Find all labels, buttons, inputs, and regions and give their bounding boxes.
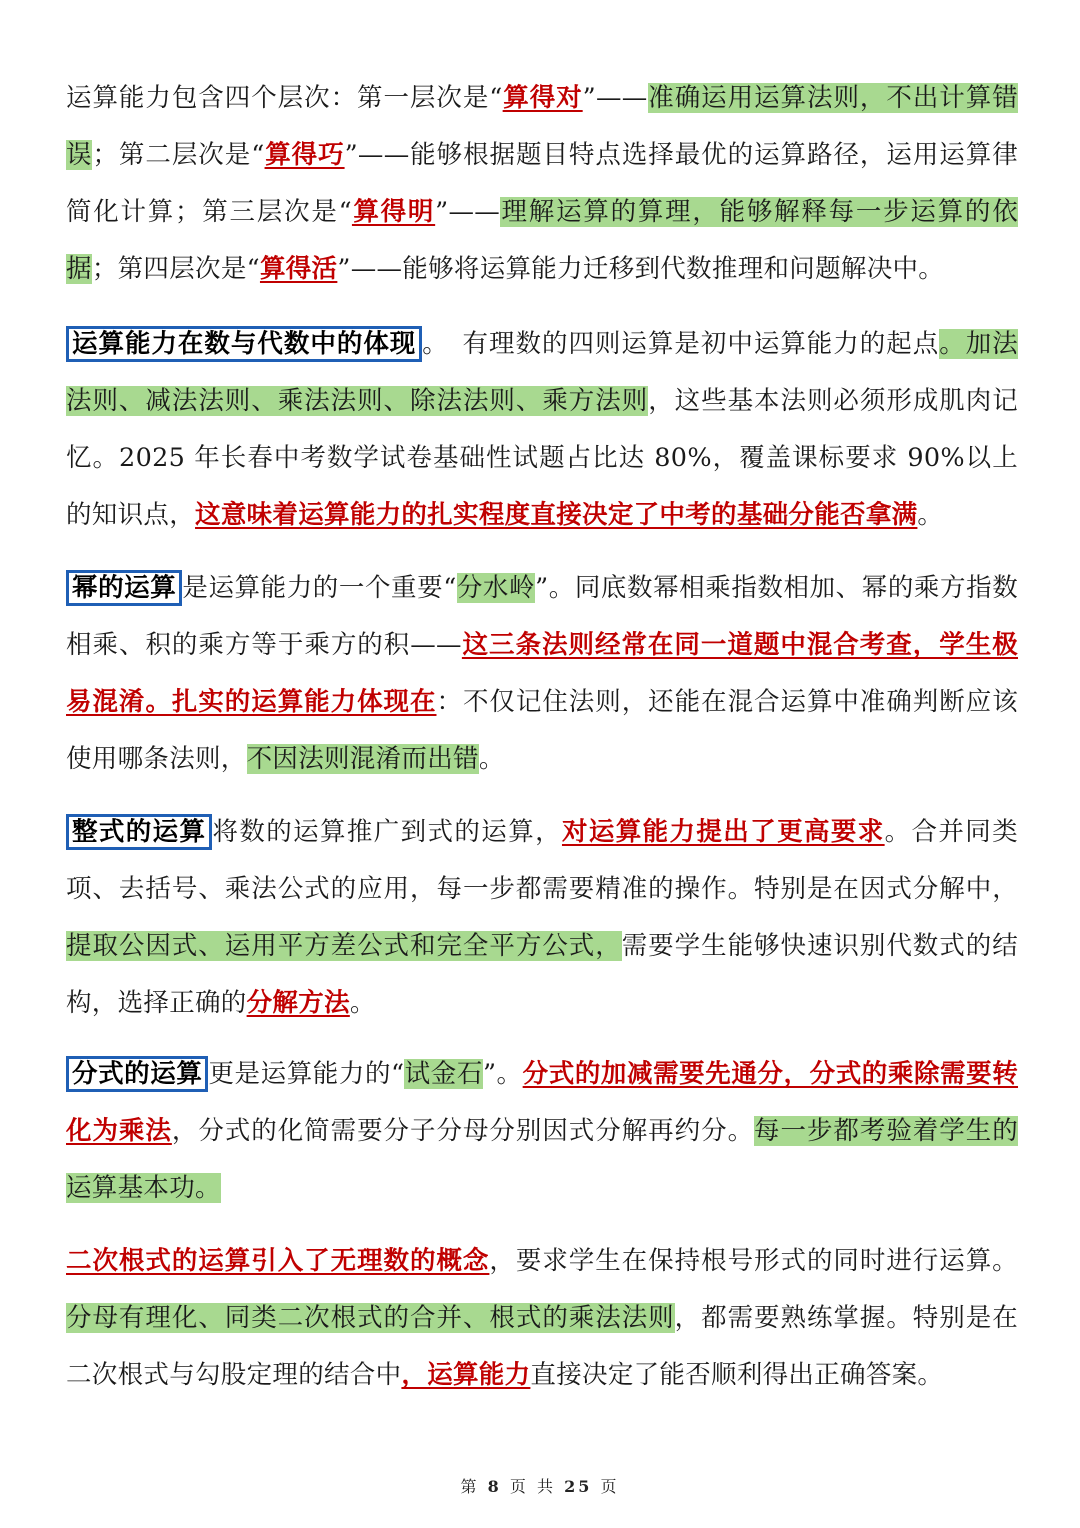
text: 运算能力包含四个层次：第一层次是“ [66, 83, 503, 113]
text: 。 [917, 500, 944, 530]
text: 直接决定了能否顺利得出正确答案。 [530, 1360, 944, 1390]
text: ”—— [435, 197, 501, 227]
text: ”。 [482, 1059, 523, 1089]
text: 。 [349, 988, 376, 1018]
highlight-green: 理解运算的算理，能够解释每一步运算的依据 [66, 197, 1018, 284]
page-footer [0, 1474, 1080, 1497]
page-number: 8 [487, 1477, 502, 1496]
text: ”——能够将运算能力迁移到代数推理和问题解决中。 [337, 254, 945, 284]
highlight-green: 准确运用运算法则，不出计算错误 [66, 83, 1018, 170]
total-pages: 25 [564, 1477, 593, 1496]
emphasis-red: 二次根式的运算引入了无理数的概念 [66, 1246, 490, 1276]
highlight-green: 不因法则混淆而出错 [246, 744, 479, 774]
highlight-green: 试金石 [404, 1059, 483, 1089]
paragraph-levels [66, 70, 1018, 298]
paragraph-polynomial-operations [66, 804, 1018, 1032]
text: 需要学生能够快速识别代数式的结构，选择正确的 [66, 931, 1018, 1018]
keyword-red: 算得活 [259, 254, 338, 284]
highlight-green: 分母有理化、同类二次根式的合并、根式的乘法法则 [66, 1303, 675, 1333]
text: 。 [478, 744, 505, 774]
keyword-red: 算得巧 [264, 140, 345, 170]
text: 是运算能力的一个重要“ [182, 573, 457, 603]
text: ，分式的化简需要分子分母分别因式分解再约分。 [171, 1116, 755, 1146]
emphasis-red: 对运算能力提出了更高要求 [561, 817, 885, 847]
paragraph-fraction-operations [66, 1046, 1018, 1217]
text: ，都需要熟练掌握。特别是在二次根式与勾股定理的结合中 [66, 1303, 1018, 1390]
text: ，要求学生在保持根号形式的同时进行运算。 [489, 1246, 1018, 1276]
text: ”—— [582, 83, 648, 113]
text: 将数的运算推广到式的运算， [212, 817, 562, 847]
text: ”。同底数幂相乘指数相加、幂的乘方指数相乘、积的乘方等于乘方的积—— [66, 573, 1018, 660]
paragraph-power-operations [66, 560, 1018, 788]
section-heading-box: 整式的运算 [66, 814, 212, 850]
footer-prefix: 第 [460, 1477, 480, 1496]
section-heading-box: 运算能力在数与代数中的体现 [66, 326, 422, 362]
highlight-green: 。加法法则、减法法则、乘法法则、除法法则、乘方法则 [66, 329, 1018, 416]
text: ”——能够根据题目特点选择最优的运算路径，运用运算律简化计算；第三层次是“ [66, 140, 1018, 227]
text: ：不仅记住法则，还能在混合运算中准确判断应该使用哪条法则， [66, 687, 1018, 774]
emphasis-red: 这意味着运算能力的扎实程度直接决定了中考的基础分能否拿满 [195, 500, 918, 530]
section-heading-box: 幂的运算 [66, 570, 182, 606]
highlight-green: 提取公因式、运用平方差公式和完全平方公式， [66, 931, 622, 961]
text: 。 有理数的四则运算是初中运算能力的起点 [422, 329, 940, 359]
keyword-red: 算得对 [502, 83, 583, 113]
footer-mid: 页 共 [509, 1477, 556, 1496]
emphasis-red: ，运算能力 [401, 1360, 531, 1390]
highlight-green: 每一步都考验着学生的运算基本功。 [66, 1116, 1018, 1203]
text: 更是运算能力的“ [208, 1059, 405, 1089]
footer-suffix: 页 [600, 1477, 620, 1496]
text: ，这些基本法则必须形成肌肉记忆。2025 年长春中考数学试卷基础性试题占比达 80%，覆盖课标要求 90%以上的知识点， [66, 386, 1019, 530]
emphasis-red: 这三条法则经常在同一道题中混合考查，学生极易混淆。扎实的运算能力体现在 [66, 630, 1018, 717]
section-heading-box: 分式的运算 [66, 1056, 208, 1092]
emphasis-red: 分解方法 [246, 988, 350, 1018]
emphasis-red: 分式的加减需要先通分，分式的乘除需要转化为乘法 [66, 1059, 1019, 1146]
keyword-red: 算得明 [351, 197, 436, 227]
text: ；第四层次是“ [91, 254, 260, 284]
text: 。合并同类项、去括号、乘法公式的应用，每一步都需要精准的操作。特别是在因式分解中， [66, 817, 1018, 904]
text: ；第二层次是“ [92, 140, 265, 170]
paragraph-radical-operations [66, 1233, 1018, 1404]
paragraph-number-algebra [66, 316, 1018, 544]
document-page [66, 70, 1018, 1404]
highlight-green: 分水岭 [456, 573, 536, 603]
